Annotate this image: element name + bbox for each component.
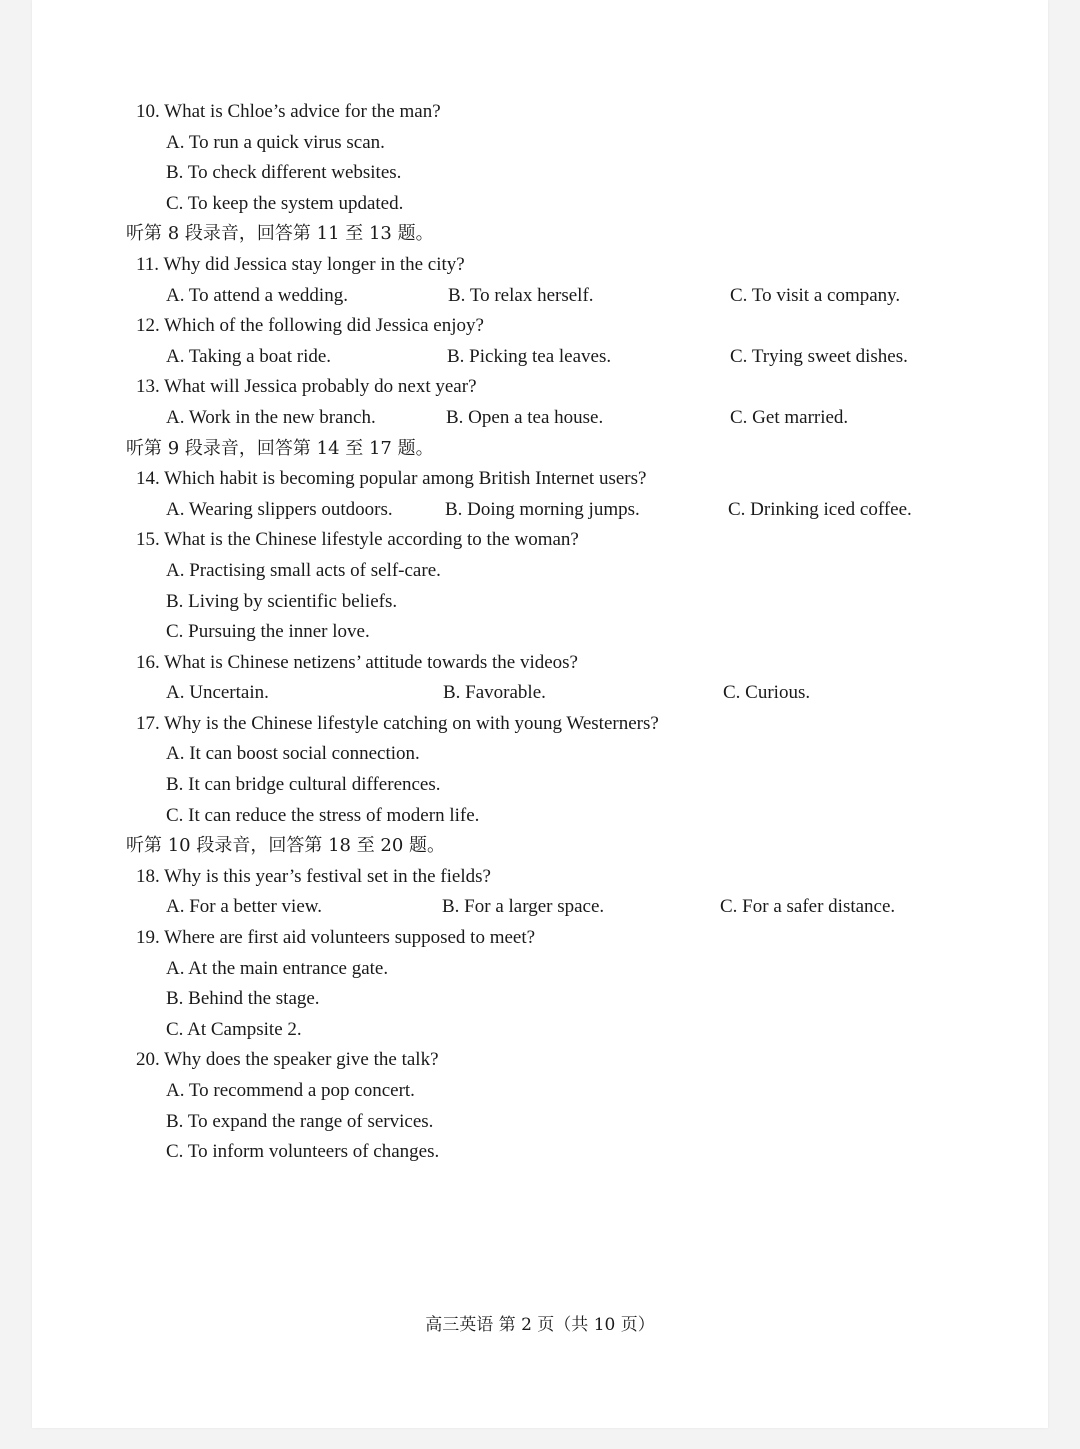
option-18b: B. For a larger space.	[442, 896, 605, 918]
question-15: 15. What is the Chinese lifestyle according to the woman?	[136, 529, 579, 551]
option-15b: B. Living by scientific beliefs.	[166, 590, 398, 612]
options-row-14	[32, 495, 1048, 526]
option-19c: C. At Campsite 2.	[166, 1018, 302, 1040]
option-18a: A. For a better view.	[166, 896, 322, 918]
option-13a: A. Work in the new branch.	[166, 406, 376, 428]
options-row-12	[32, 342, 1048, 373]
option-10b: B. To check different websites.	[166, 162, 402, 184]
options-row-16	[32, 678, 1048, 709]
option-20c: C. To inform volunteers of changes.	[166, 1141, 440, 1163]
question-16: 16. What is Chinese netizens’ attitude towards the videos?	[136, 651, 578, 673]
option-20b: B. To expand the range of services.	[166, 1110, 434, 1132]
question-10: 10. What is Chloe’s advice for the man?	[136, 101, 441, 122]
option-16c: C. Curious.	[723, 682, 811, 704]
option-12a: A. Taking a boat ride.	[166, 345, 332, 367]
option-14b: B. Doing morning jumps.	[445, 498, 640, 520]
options-row-13	[32, 403, 1048, 434]
option-15c: C. Pursuing the inner love.	[166, 621, 370, 643]
options-row-11	[32, 281, 1048, 312]
option-10c: C. To keep the system updated.	[166, 192, 404, 214]
option-17b: B. It can bridge cultural differences.	[166, 774, 441, 796]
question-12: 12. Which of the following did Jessica enjoy?	[136, 315, 484, 337]
option-17a: A. It can boost social connection.	[166, 743, 420, 765]
question-14: 14. Which habit is becoming popular among British Internet users?	[136, 468, 647, 490]
page-footer: 高三英语 第 2 页（共 10 页）	[425, 1315, 655, 1335]
options-row-18	[32, 892, 1048, 923]
option-20a: A. To recommend a pop concert.	[166, 1080, 415, 1101]
question-13: 13. What will Jessica probably do next year?	[136, 376, 477, 398]
option-14c: C. Drinking iced coffee.	[728, 498, 912, 520]
option-10a: A. To run a quick virus scan.	[166, 131, 385, 153]
option-11a: A. To attend a wedding.	[166, 284, 348, 306]
section-heading-8: 听第 8 段录音，回答第 11 至 13 题。	[126, 223, 434, 245]
option-17c: C. It can reduce the stress of modern life.	[166, 804, 480, 826]
section-heading-10: 听第 10 段录音，回答第 18 至 20 题。	[126, 835, 446, 857]
option-16b: B. Favorable.	[443, 682, 546, 704]
question-20: 20. Why does the speaker give the talk?	[136, 1049, 439, 1071]
option-11c: C. To visit a company.	[730, 284, 901, 306]
option-18c: C. For a safer distance.	[720, 896, 896, 918]
option-19b: B. Behind the stage.	[166, 988, 320, 1010]
section-heading-9: 听第 9 段录音，回答第 14 至 17 题。	[126, 437, 434, 459]
option-13b: B. Open a tea house.	[446, 406, 604, 428]
option-16a: A. Uncertain.	[166, 682, 269, 704]
option-13c: C. Get married.	[730, 406, 849, 428]
option-19a: A. At the main entrance gate.	[166, 957, 389, 979]
question-list	[32, 97, 1048, 1168]
question-18: 18. Why is this year’s festival set in the fields?	[136, 865, 491, 887]
option-12c: C. Trying sweet dishes.	[730, 345, 908, 367]
option-15a: A. Practising small acts of self-care.	[166, 559, 441, 581]
option-12b: B. Picking tea leaves.	[447, 345, 612, 367]
option-11b: B. To relax herself.	[448, 284, 594, 306]
exam-page	[32, 0, 1048, 1428]
question-17: 17. Why is the Chinese lifestyle catching on with young Westerners?	[136, 712, 659, 734]
question-11: 11. Why did Jessica stay longer in the city?	[136, 253, 465, 275]
question-19: 19. Where are first aid volunteers supposed to meet?	[136, 927, 536, 949]
option-14a: A. Wearing slippers outdoors.	[166, 498, 393, 520]
